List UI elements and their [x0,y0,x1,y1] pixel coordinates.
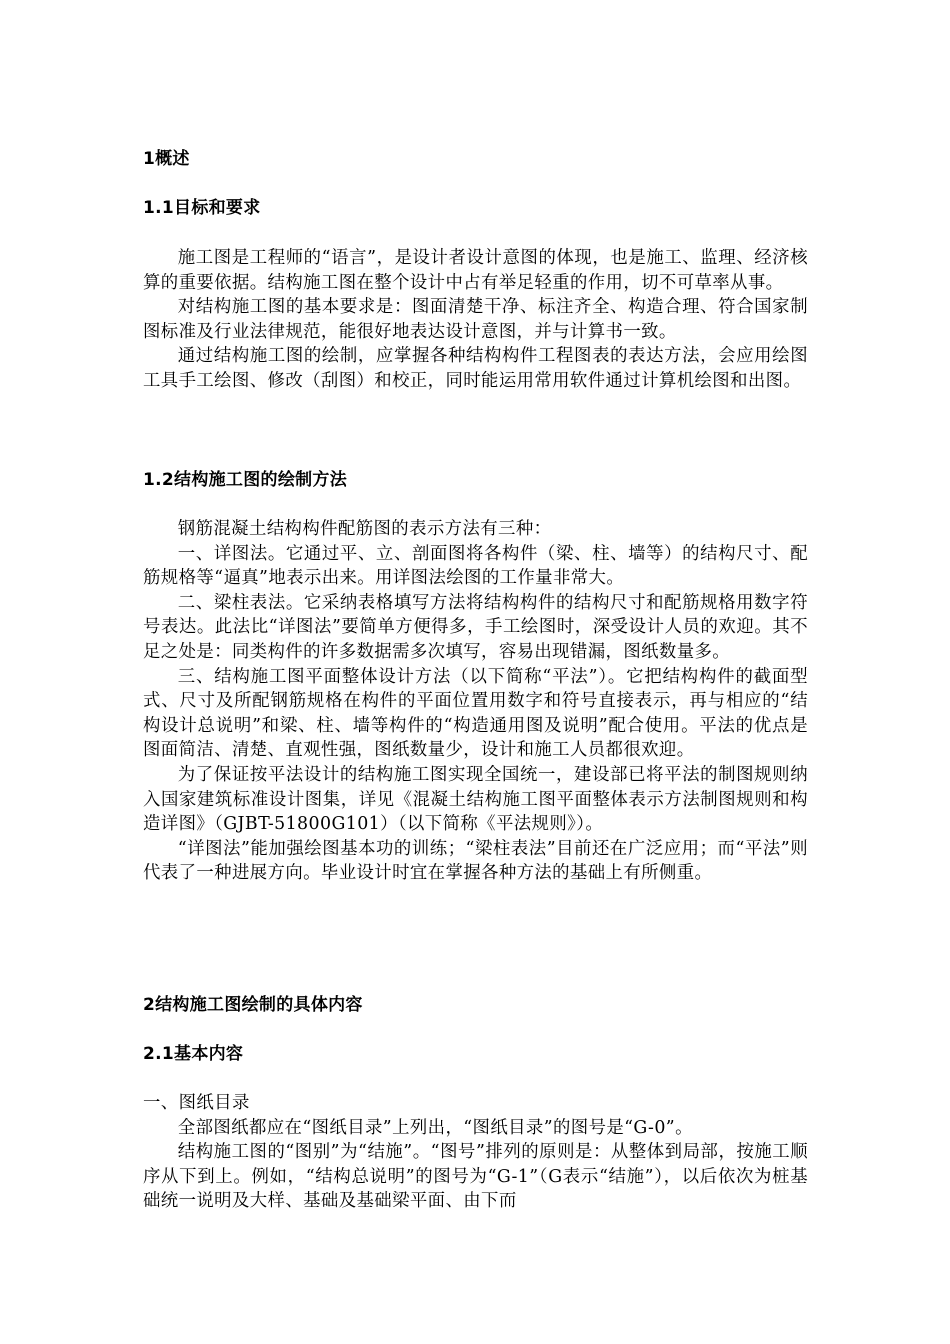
paragraph: 二、梁柱表法。它采纳表格填写方法将结构构件的结构尺寸和配筋规格用数字符号表达。此法比“详图法”要简单方便得多，手工绘图时，深受设计人员的欢迎。其不足之处是：同类构件的许多数据需多次填写，容易出现错漏，图纸数量多。 [143,592,808,662]
section-1-2-body [143,517,808,886]
paragraph: 钢筋混凝土结构构件配筋图的表示方法有三种： [177,519,552,539]
section-2-1-body [143,1091,808,1214]
section-2-heading: 2结构施工图绘制的具体内容 [143,995,363,1015]
paragraph: 对结构施工图的基本要求是：图面清楚干净、标注齐全、构造合理、符合国家制图标准及行业法律规范，能很好地表达设计意图，并与计算书一致。 [143,297,808,342]
paragraph: 全部图纸都应在“图纸目录”上列出，“图纸目录”的图号是“G-0”。 [177,1117,693,1138]
section-1-1-heading: 1.1目标和要求 [143,198,261,218]
section-2-1-heading: 2.1基本内容 [143,1044,244,1064]
paragraph: “详图法”能加强绘图基本功的训练；“梁柱表法”目前还在广泛应用；而“平法”则代表了一种进展方向。毕业设计时宜在掌握各种方法的基础上有所侧重。 [143,838,808,884]
paragraph: 为了保证按平法设计的结构施工图实现全国统一，建设部已将平法的制图规则纳入国家建筑标准设计图集，详见《混凝土结构施工图平面整体表示方法制图规则和构造详图》（GJBT-51800G101）（以下简称《平法规则》）。 [143,764,808,835]
item-heading: 一、图纸目录 [143,1093,250,1113]
paragraph: 结构施工图的“图别”为“结施”。“图号”排列的原则是：从整体到局部，按施工顺序从下到上。例如，“结构总说明”的图号为“G-1”（G表示“结施”），以后依次为桩基础统一说明及大样、基础及基础梁平面、由下而 [143,1142,808,1212]
paragraph: 三、结构施工图平面整体设计方法（以下简称“平法”）。它把结构构件的截面型式、尺寸及所配钢筋规格在构件的平面位置用数字和符号直接表示，再与相应的“结构设计总说明”和梁、柱、墙等构件的“构造通用图及说明”配合使用。平法的优点是图面简洁、清楚、直观性强，图纸数量少，设计和施工人员都很欢迎。 [143,666,808,761]
paragraph: 一、详图法。它通过平、立、剖面图将各构件（梁、柱、墙等）的结构尺寸、配筋规格等“逼真”地表示出来。用详图法绘图的工作量非常大。 [143,543,808,589]
section-1-1-body [143,246,808,394]
paragraph: 施工图是工程师的“语言”，是设计者设计意图的体现，也是施工、监理、经济核算的重要依据。结构施工图在整个设计中占有举足轻重的作用，切不可草率从事。 [143,248,808,293]
section-1-heading: 1概述 [143,149,190,169]
paragraph: 通过结构施工图的绘制，应掌握各种结构构件工程图表的表达方法，会应用绘图工具手工绘图、修改（刮图）和校正，同时能运用常用软件通过计算机绘图和出图。 [143,346,808,391]
section-1-2-heading: 1.2结构施工图的绘制方法 [143,470,348,490]
